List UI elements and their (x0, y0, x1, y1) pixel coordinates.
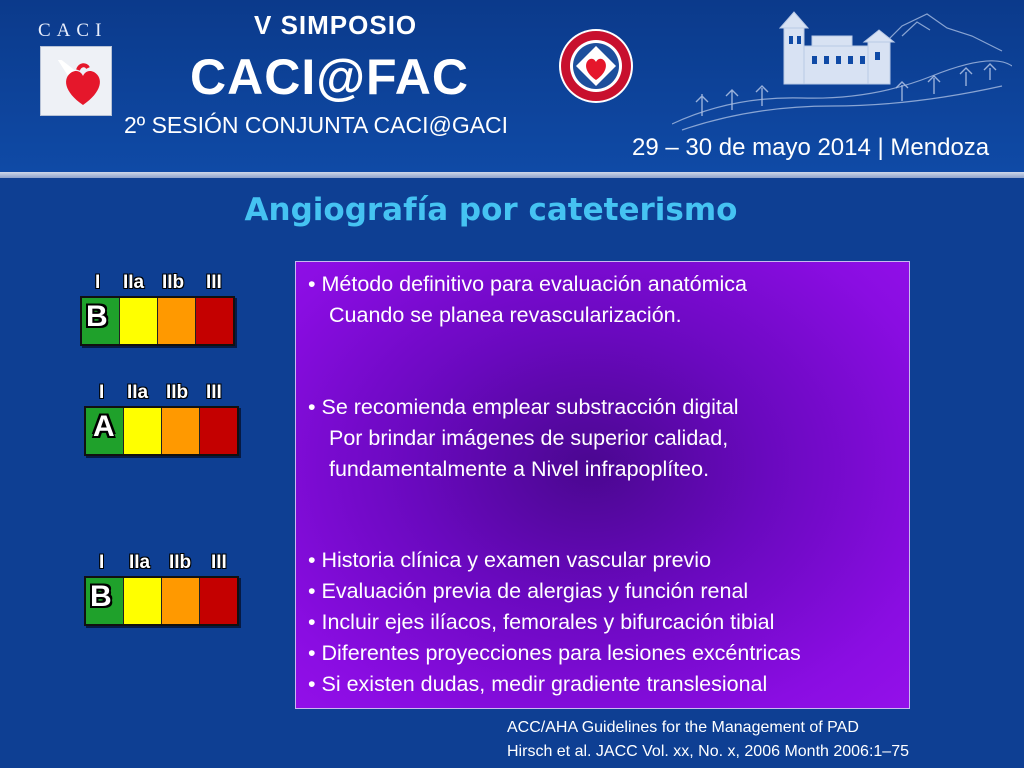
class-i-cell (86, 408, 124, 454)
bullet-continuation: fundamentalmente a Nivel infrapoplíteo. (329, 457, 710, 481)
class-iia-cell (124, 408, 162, 454)
citation (507, 716, 909, 764)
class-iib-cell (158, 298, 196, 344)
class-label: III (211, 552, 227, 573)
class-iib-cell (162, 578, 200, 624)
bullet-item: • Incluir ejes ilíacos, femorales y bifurcación tibial (308, 610, 775, 634)
class-iib-cell (162, 408, 200, 454)
class-label: IIa (123, 272, 145, 293)
session-label: 2º SESIÓN CONJUNTA CACI@GACI (124, 112, 509, 138)
bullet-item: • Diferentes proyecciones para lesiones excéntricas (308, 641, 801, 665)
recommendation-grade-3 (84, 552, 244, 624)
event-title: CACI@FAC (190, 49, 469, 105)
bullet-continuation: Cuando se planea revascularización. (329, 303, 682, 327)
slide-title: Angiografía por cateterismo (244, 192, 738, 228)
castle-illustration (672, 6, 1012, 141)
class-label: III (206, 272, 222, 293)
citation-line: ACC/AHA Guidelines for the Management of PAD (507, 719, 859, 736)
recommendation-grade-1 (80, 272, 240, 344)
bullet-item: • Se recomienda emplear substracción digital (308, 395, 739, 419)
citation-line: Hirsch et al. JACC Vol. xx, No. x, 2006 Month 2006:1–75 (507, 743, 909, 760)
bullet-item: • Método definitivo para evaluación anatómica (308, 272, 747, 296)
class-label: IIb (166, 382, 189, 403)
class-label: IIa (129, 552, 151, 573)
class-i-cell (86, 578, 124, 624)
fac-seal-icon (558, 28, 634, 109)
event-date-location: 29 – 30 de mayo 2014 | Mendoza (632, 134, 990, 161)
class-labels (80, 272, 240, 296)
class-label: I (95, 272, 101, 293)
grade-bar (84, 406, 239, 456)
class-label: IIa (127, 382, 149, 403)
grade-bar (80, 296, 235, 346)
bullet-continuation: Por brindar imágenes de superior calidad, (329, 426, 729, 450)
class-label: I (99, 552, 105, 573)
bullet-item: • Si existen dudas, medir gradiente translesional (308, 672, 768, 696)
recommendation-grade-2 (84, 382, 244, 454)
class-iii-cell (196, 298, 233, 344)
bullet-item: • Historia clínica y examen vascular previo (308, 548, 712, 572)
caci-logo-text: CACI (38, 20, 108, 41)
class-labels (84, 552, 244, 576)
symposium-label: V SIMPOSIO (254, 10, 418, 40)
class-label: III (206, 382, 222, 403)
class-labels (84, 382, 244, 406)
class-label: IIb (169, 552, 192, 573)
grade-bar (84, 576, 239, 626)
class-iii-cell (200, 408, 237, 454)
header-divider (0, 172, 1024, 178)
recommendations-panel (295, 261, 910, 709)
class-iia-cell (124, 578, 162, 624)
heart-icon (58, 60, 108, 115)
class-i-cell (82, 298, 120, 344)
bullet-item: • Evaluación previa de alergias y función renal (308, 579, 749, 603)
class-label: IIb (162, 272, 185, 293)
class-label: I (99, 382, 105, 403)
evidence-level: A (93, 410, 115, 443)
class-iii-cell (200, 578, 237, 624)
evidence-level: B (86, 300, 108, 333)
evidence-level: B (90, 580, 112, 613)
class-iia-cell (120, 298, 158, 344)
